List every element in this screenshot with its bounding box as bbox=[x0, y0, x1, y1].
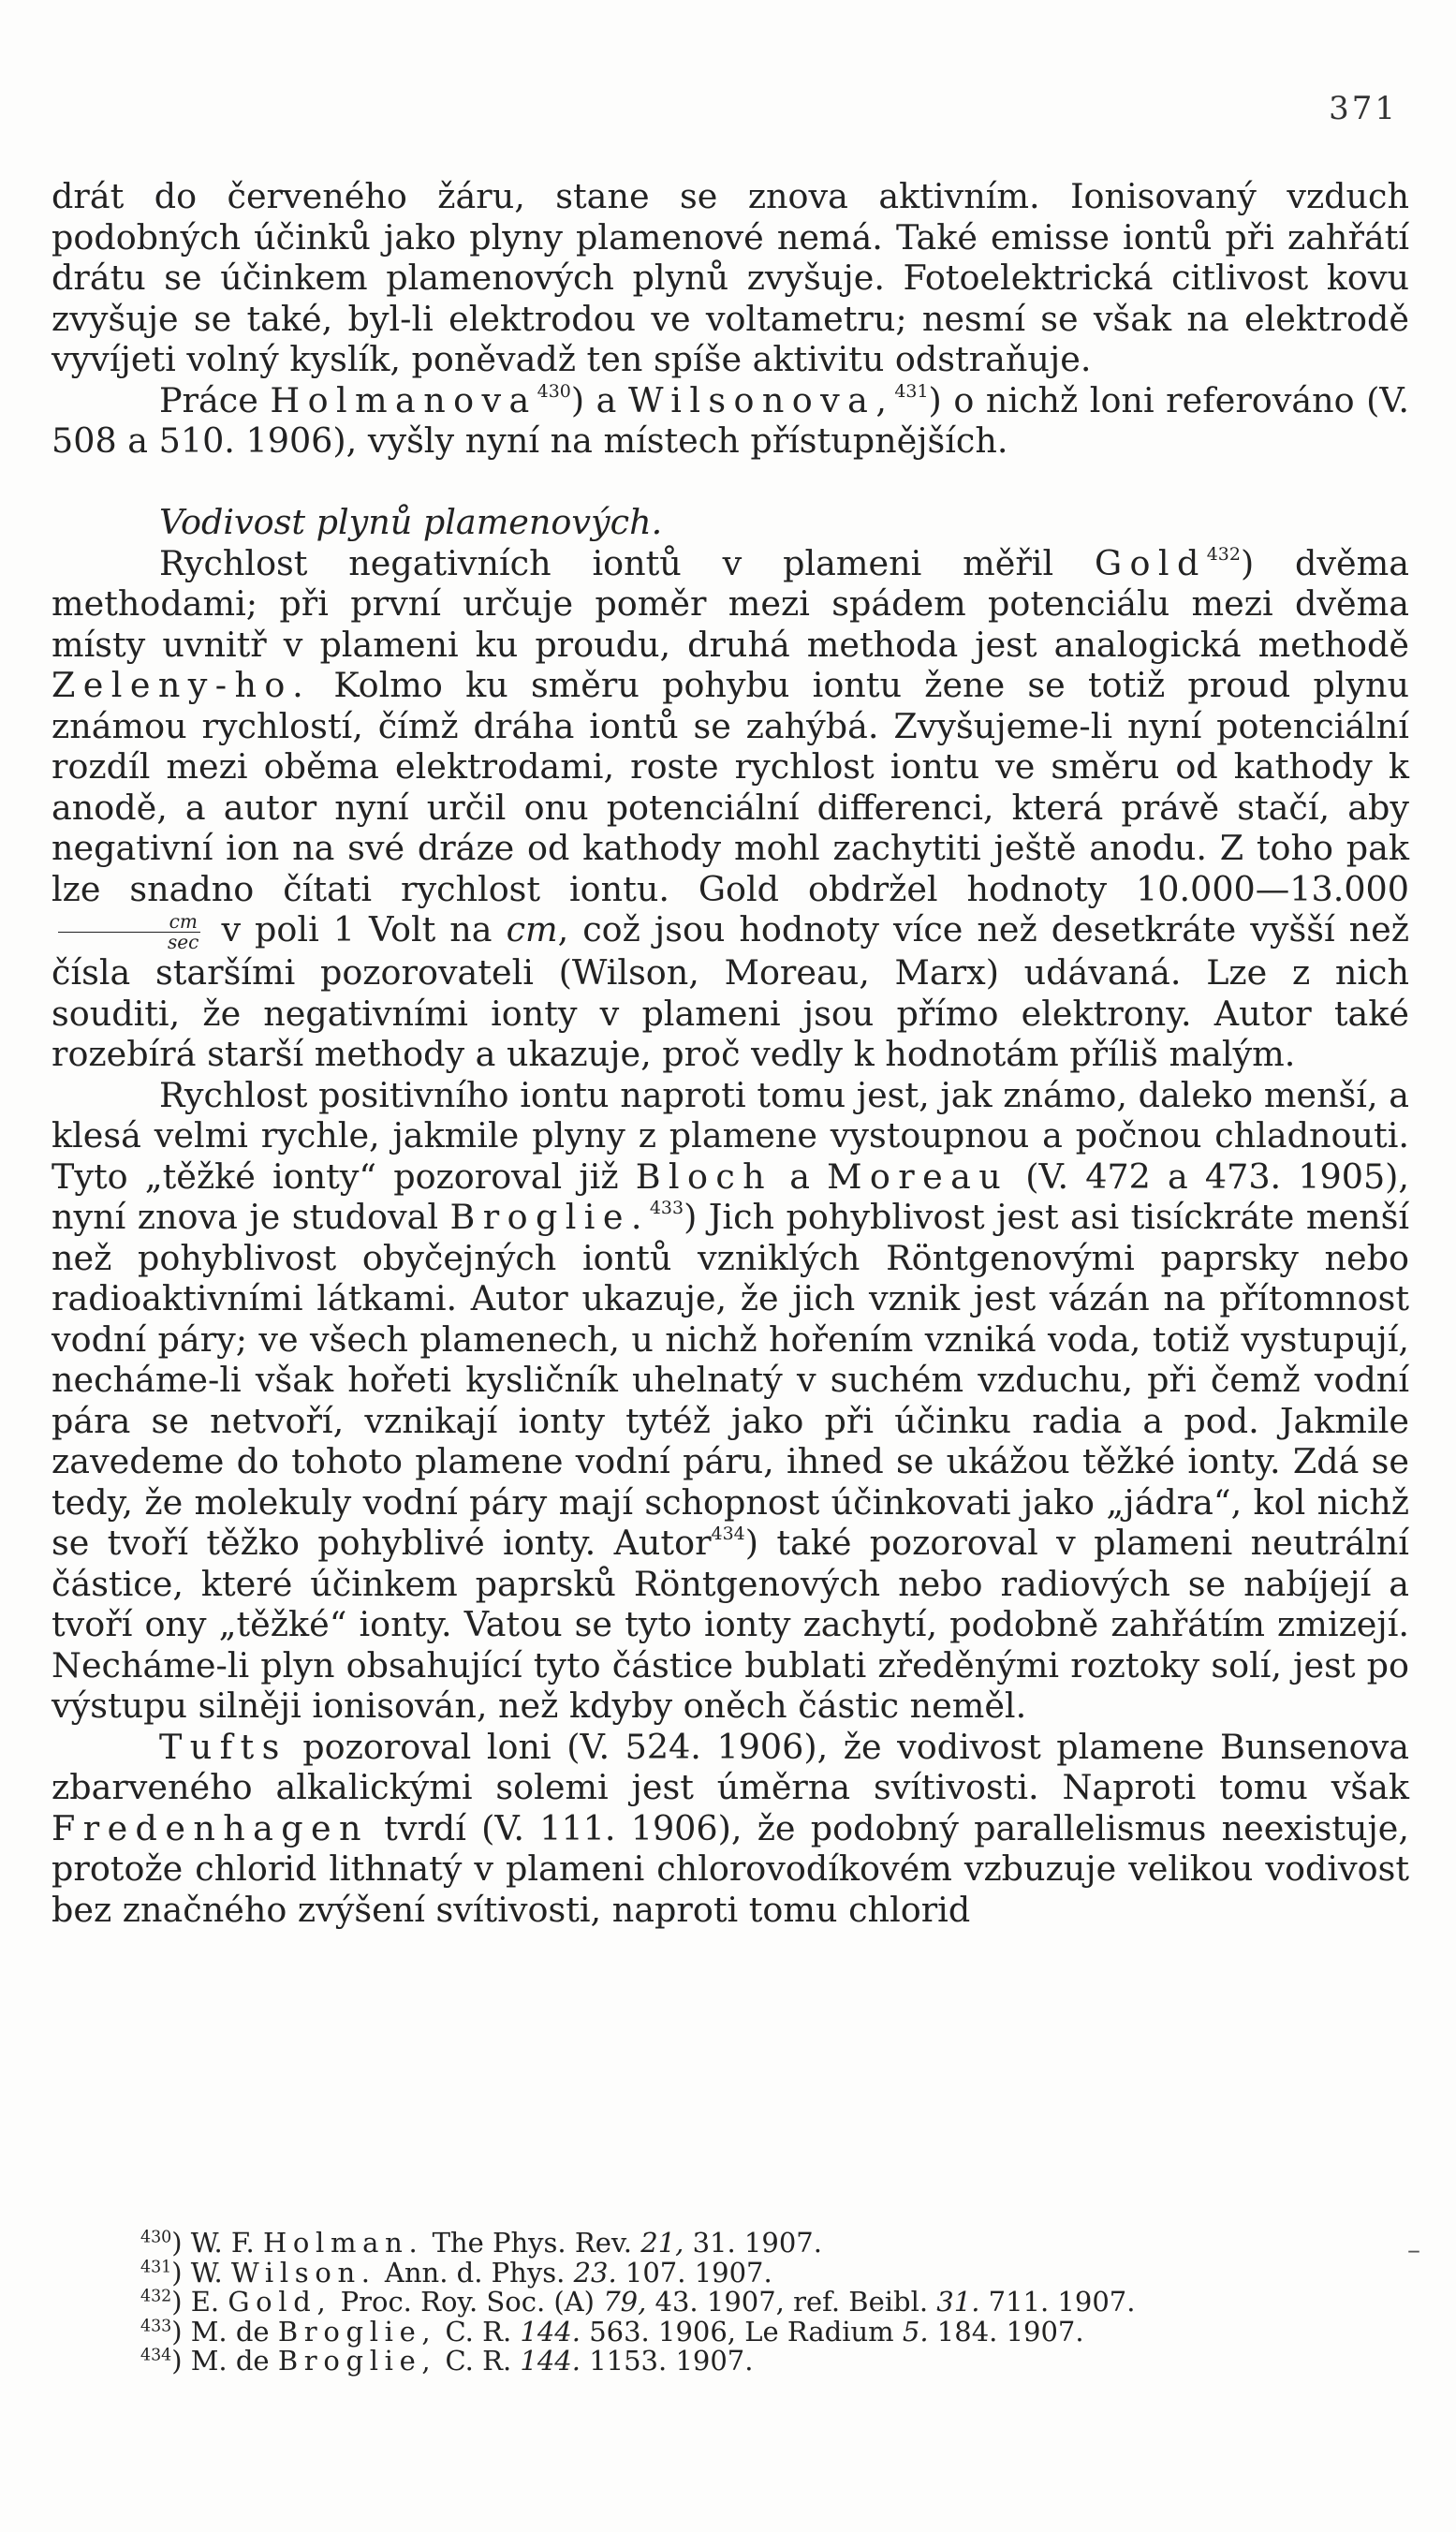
footnote-ref: 430 bbox=[537, 380, 571, 402]
footnote bbox=[140, 2315, 1405, 2348]
spaced-name: Holmanova bbox=[270, 379, 537, 420]
paragraph bbox=[51, 1727, 1409, 1931]
text-run: v poli 1 Volt na bbox=[207, 909, 507, 950]
text-run: Kolmo ku směru pohybu iontu žene se totiž proud plynu známou rychlostí, čímž dráha iontů se zahýbá. Zvyšujeme-li nyní potenciální rozdíl mezi oběma elektrodami, roste rychlost iontu ve směru od kathody k anodě, a autor nyní určil onu potenciální differenci, která právě stačí, aby negativní ion na své dráze od kathody mohl zachytiti ještě anodu. Z toho pak lze snadno čítati rychlost iontu. Gold obdržel hodnoty 10.000—13.000 bbox=[51, 665, 1409, 909]
text-run: 79, bbox=[603, 2286, 647, 2318]
footnotes bbox=[140, 2229, 1405, 2377]
text-run: ) také pozoroval v plameni neutrální částice, které účinkem paprsků Röntgenových nebo radiových se nabíjejí a tvoří ony „těžké“ ionty. Vatou se tyto ionty zachytí, podobně zahřátím zmizejí. Necháme-li plyn obsahující tyto částice bublati zředěnými roztoky solí, jest po výstupu silněji ionisován, než kdyby oněch částic neměl. bbox=[51, 1523, 1409, 1727]
page-number: 371 bbox=[1329, 90, 1398, 127]
text-run: ) M. de bbox=[171, 2315, 278, 2348]
footnote-ref: 431 bbox=[894, 380, 929, 402]
text-run: 23. bbox=[573, 2256, 617, 2289]
spaced-name: Moreau bbox=[827, 1156, 1009, 1197]
footnote bbox=[140, 2347, 1405, 2377]
text-run: 107. 1907. bbox=[616, 2256, 772, 2289]
text-run: a bbox=[772, 1156, 828, 1197]
text-run: ) o nichž loni referováno (V. 508 a 510. 1906), vyšly nyní na místech přístupnějších. bbox=[51, 379, 1409, 461]
text-run: Práce bbox=[159, 379, 271, 420]
text-run: ) E. bbox=[171, 2286, 228, 2318]
text-run: tvrdí (V. 111. 1906), že podobný parallelismus neexistuje, protože chlorid lithnatý v plameni chlorovodíkovém vzbuzuje velikou vodivost bez značného zvýšení svítivosti, naproti tomu chlorid bbox=[51, 1807, 1409, 1930]
footnote-ref: 434 bbox=[140, 2346, 172, 2365]
text-run: ) dvěma methodami; při první určuje poměr mezi spádem potenciálu mezi dvěma místy uvnitř v plameni ku proudu, druhá methoda jest analogická methodě bbox=[51, 542, 1409, 665]
paragraph bbox=[51, 176, 1409, 380]
text-run: 21, bbox=[640, 2227, 684, 2259]
text-run: Proc. Roy. Soc. (A) bbox=[331, 2286, 604, 2318]
spaced-name: Holman. bbox=[262, 2227, 424, 2259]
text-run: Rychlost negativních iontů v plameni měřil bbox=[159, 542, 1095, 583]
fraction-denominator: sec bbox=[168, 931, 199, 953]
spaced-name: Tufts bbox=[159, 1726, 287, 1767]
text-run: C. R. bbox=[436, 2345, 521, 2377]
spaced-name: Bloch bbox=[635, 1156, 773, 1197]
text-run: ) a bbox=[570, 379, 628, 420]
text-run: cm bbox=[506, 909, 558, 950]
footnote-ref: 433 bbox=[649, 1197, 684, 1218]
footnote-ref: 432 bbox=[140, 2287, 172, 2306]
text-run: , což jsou hodnoty více než desetkráte vyšší než čísla staršími pozorovateli (Wilson, Moreau, Marx) udávaná. Lze z nich souditi, že negativními ionty v plameni jsou přímo elektrony. Autor také rozebírá starší methody a ukazuje, proč vedly k hodnotám příliš malým. bbox=[51, 909, 1409, 1075]
spaced-name: Gold, bbox=[228, 2286, 332, 2318]
spaced-name: Wilson. bbox=[230, 2256, 376, 2289]
paragraph bbox=[51, 543, 1409, 1075]
text-run: pozoroval loni (V. 524. 1906), že vodivost plamene Bunsenova zbarveného alkalickými solemi jest úměrna svítivosti. Naproti tomu však bbox=[51, 1726, 1409, 1808]
footnote bbox=[140, 2288, 1405, 2318]
body-text bbox=[51, 176, 1409, 1930]
text-run: 144. bbox=[520, 2315, 581, 2348]
footnote bbox=[140, 2229, 1405, 2259]
text-run: 1153. 1907. bbox=[580, 2345, 754, 2377]
text-run: The Phys. Rev. bbox=[423, 2227, 641, 2259]
spaced-name: Fredenhagen bbox=[51, 1807, 369, 1848]
text-run: 43. 1907, ref. Beibl. bbox=[646, 2286, 937, 2318]
text-run: 5. bbox=[902, 2315, 929, 2348]
text-run: drát do červeného žáru, stane se znova aktivním. Ionisovaný vzduch podobných účinků jako plyny plamenové nemá. Také emisse iontů při zahřátí drátu se účinkem plamenových plynů zvyšuje. Fotoelektrická citlivost kovu zvyšuje se také, byl-li elektrodou ve voltametru; nesmí se však na elektrodě vyvíjeti volný kyslík, poněvadž ten spíše aktivitu odstraňuje. bbox=[51, 176, 1409, 379]
spaced-name: Broglie, bbox=[277, 2315, 437, 2348]
spaced-name: Broglie, bbox=[277, 2345, 437, 2377]
spaced-name: Gold bbox=[1094, 542, 1207, 583]
unit-fraction bbox=[58, 909, 200, 953]
text-run: ) W. F. bbox=[171, 2227, 263, 2259]
footnote-ref: 431 bbox=[140, 2258, 172, 2277]
text-run: 31. bbox=[936, 2286, 980, 2318]
text-run: (V. 472 a 473. 1905), nyní znova je studoval bbox=[51, 1156, 1410, 1238]
section-heading bbox=[51, 502, 1409, 543]
text-run: 563. 1906, Le Radium bbox=[580, 2315, 903, 2348]
text-run: Ann. d. Phys. bbox=[375, 2256, 574, 2289]
text-run: 144. bbox=[520, 2345, 581, 2377]
text-run: C. R. bbox=[436, 2315, 521, 2348]
fraction-numerator: cm bbox=[58, 912, 200, 933]
footnote-ref: 434 bbox=[711, 1523, 745, 1544]
text-run: ) Jich pohyblivost jest asi tisíckráte menší než pohyblivost obyčejných iontů vzniklých Röntgenovými paprsky nebo radioaktivními látkami. Autor ukazuje, že jich vznik jest vázán na přítomnost vodní páry; ve všech plamenech, u nichž hořením vzniká voda, totiž vystupují, necháme-li však hořeti kysličník uhelnatý v suchém vzduchu, při čemž vodní pára se netvoří, vznikají ionty tytéž jako při účinku radia a pod. Jakmile zavedeme do tohoto plamene vodní páru, ihned se ukážou těžké ionty. Zdá se tedy, že molekuly vodní páry mají schopnost účinkovati jako „jádra“, kol nichž se tvoří těžko pohyblivé ionty. Autor bbox=[51, 1197, 1409, 1564]
spaced-name: Broglie. bbox=[449, 1197, 650, 1238]
text-run: 31. 1907. bbox=[684, 2227, 822, 2259]
spaced-name: Wilsonova, bbox=[627, 379, 895, 420]
paragraph bbox=[51, 1075, 1409, 1727]
footnote bbox=[140, 2256, 1405, 2289]
footnote-ref: 430 bbox=[140, 2228, 172, 2247]
text-run: 184. 1907. bbox=[928, 2315, 1084, 2348]
spaced-name: Zeleny-ho. bbox=[51, 665, 312, 705]
text-run: 711. 1907. bbox=[979, 2286, 1136, 2318]
paragraph bbox=[51, 380, 1409, 462]
text-run: Rychlost positivního iontu naproti tomu jest, jak známo, daleko menší, a klesá velmi rychle, jakmile plyny z plamene vystoupnou a počnou chladnouti. Tyto „těžké ionty“ pozoroval již bbox=[51, 1074, 1409, 1197]
text-run: ) W. bbox=[171, 2256, 231, 2289]
margin-mark: – bbox=[1407, 2234, 1420, 2265]
text-run: ) M. de bbox=[171, 2345, 278, 2377]
footnote-ref: 433 bbox=[140, 2317, 172, 2336]
footnote-ref: 432 bbox=[1206, 543, 1241, 565]
text-run: Vodivost plynů plamenových. bbox=[159, 502, 663, 542]
